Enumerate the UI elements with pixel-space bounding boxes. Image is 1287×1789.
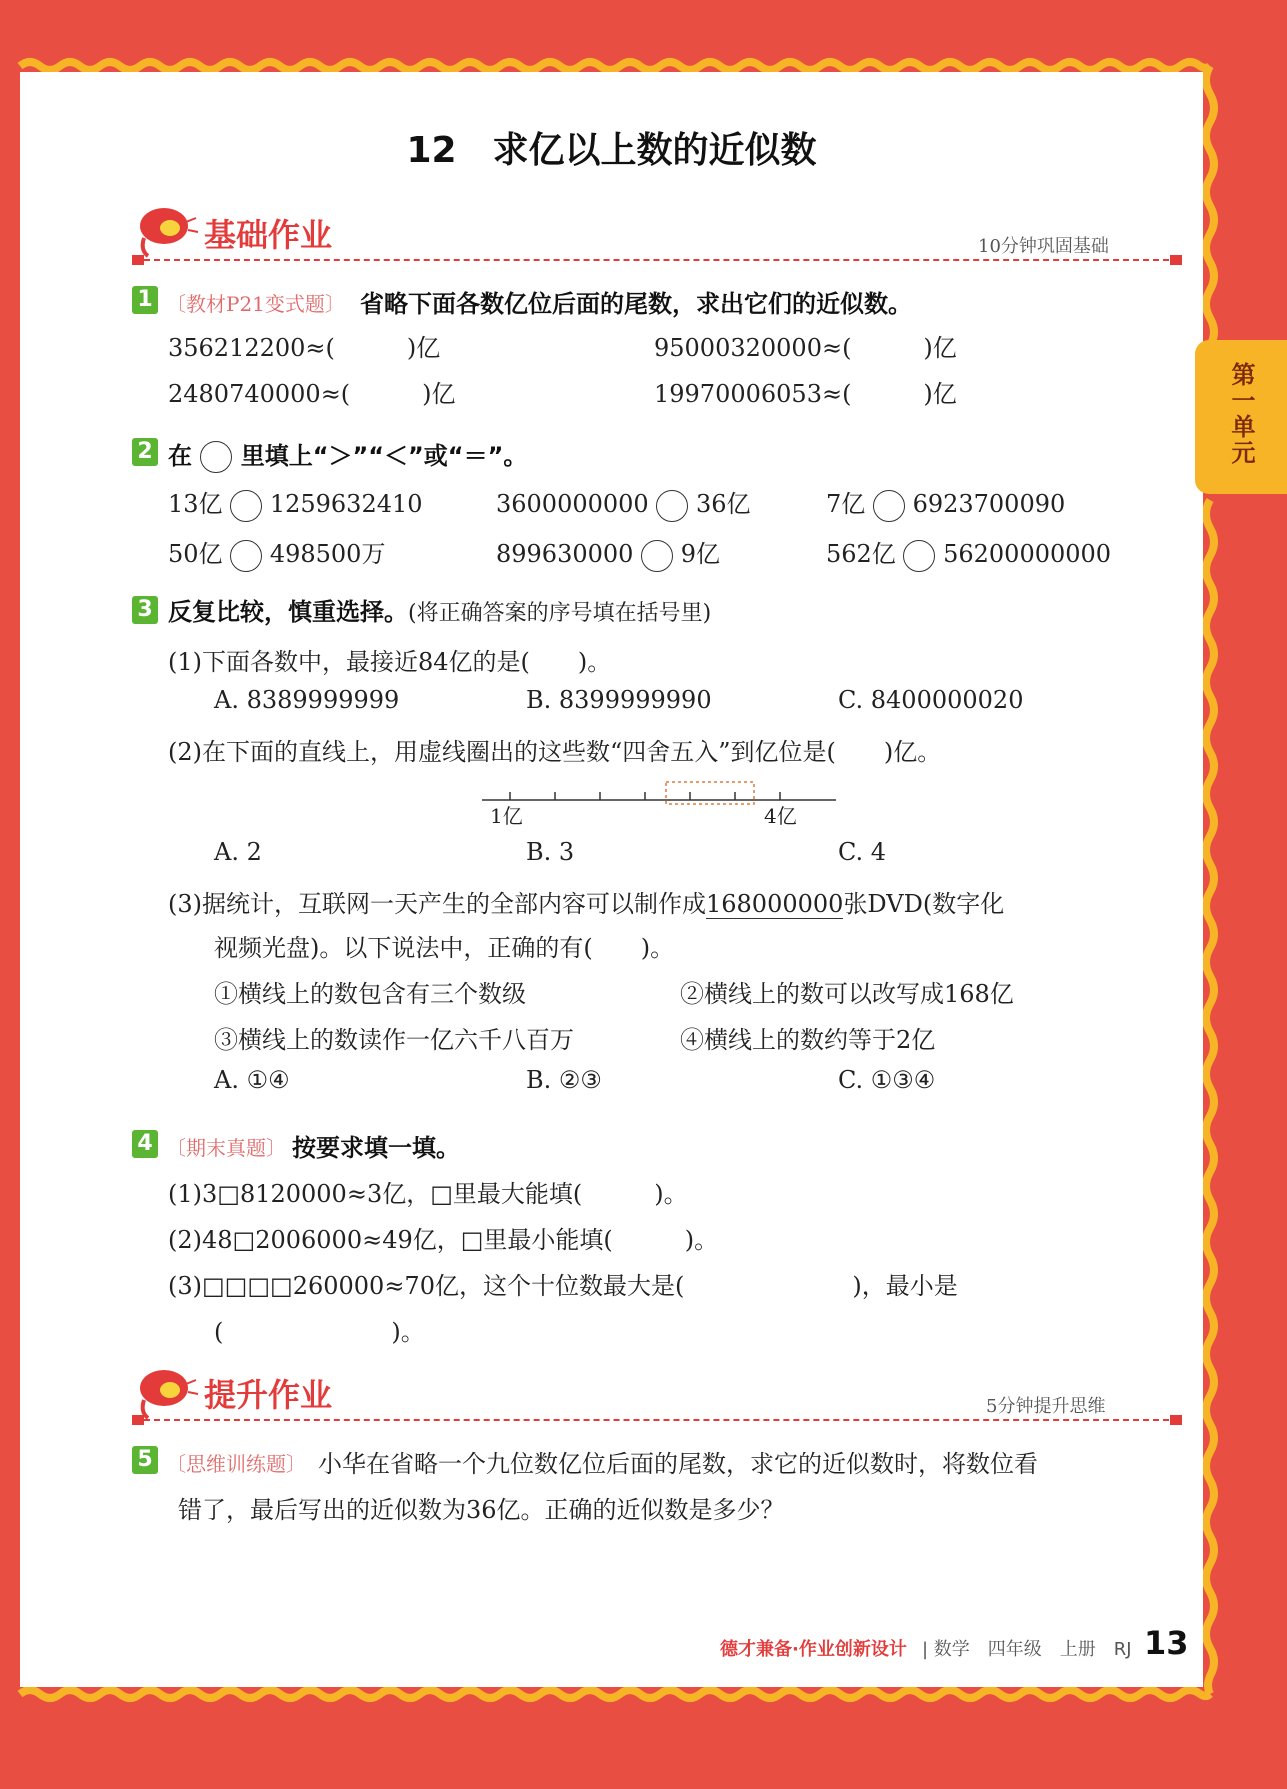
question-number: 4 bbox=[132, 1130, 158, 1158]
option: C. ①③④ bbox=[838, 1066, 936, 1094]
compare-circle bbox=[200, 441, 232, 473]
question-tag: 〔教材P21变式题〕 bbox=[166, 292, 345, 316]
option: C. 8400000020 bbox=[838, 686, 1024, 714]
number-line-label-right: 4亿 bbox=[764, 804, 797, 828]
footer-info: | 数学 四年级 上册 RJ bbox=[922, 1639, 1132, 1660]
compare-circle[interactable] bbox=[230, 540, 262, 572]
number-line-label-left: 1亿 bbox=[490, 804, 523, 828]
option: A. ①④ bbox=[214, 1066, 290, 1094]
divider-cap bbox=[1170, 255, 1182, 265]
option: B. 3 bbox=[526, 838, 575, 866]
lantern-icon bbox=[130, 1364, 200, 1422]
section-advanced-title: 提升作业 bbox=[204, 1376, 333, 1414]
compare-circle[interactable] bbox=[656, 490, 688, 522]
option: B. 8399999990 bbox=[526, 686, 712, 714]
statement: ②横线上的数可以改写成168亿 bbox=[680, 980, 1014, 1008]
compare-circle[interactable] bbox=[641, 540, 673, 572]
compare-row: 50亿 498500万 bbox=[168, 534, 385, 572]
q1-item: 2480740000≈( )亿 bbox=[168, 380, 456, 408]
unit-tab bbox=[1195, 340, 1287, 494]
compare-row: 7亿 6923700090 bbox=[826, 484, 1065, 522]
divider-cap bbox=[132, 1415, 144, 1425]
question-text: 小华在省略一个九位数亿位后面的尾数，求它的近似数时，将数位看 bbox=[318, 1450, 1038, 1478]
option: A. 8389999999 bbox=[214, 686, 400, 714]
compare-row: 3600000000 36亿 bbox=[496, 484, 751, 522]
footer-brand: 德才兼备·作业创新设计 bbox=[720, 1639, 907, 1660]
statement: ③横线上的数读作一亿六千八百万 bbox=[214, 1026, 574, 1054]
statement: ④横线上的数约等于2亿 bbox=[680, 1026, 936, 1054]
statement: ①横线上的数包含有三个数级 bbox=[214, 980, 526, 1008]
question-text: 反复比较，慎重选择。(将正确答案的序号填在括号里) bbox=[168, 598, 712, 626]
question-text: 省略下面各数亿位后面的尾数，求出它们的近似数。 bbox=[360, 290, 912, 318]
question-text: 按要求填一填。 bbox=[292, 1134, 460, 1162]
q1-item: 19970006053≈( )亿 bbox=[654, 380, 957, 408]
compare-circle[interactable] bbox=[903, 540, 935, 572]
page-title: 12 求亿以上数的近似数 bbox=[406, 130, 817, 171]
lantern-icon bbox=[130, 202, 200, 260]
section-divider bbox=[144, 1419, 1179, 1421]
page-number: 13 bbox=[1144, 1624, 1189, 1662]
section-advanced-subtitle: 5分钟提升思维 bbox=[986, 1396, 1106, 1417]
q3-part2: (2)在下面的直线上，用虚线圈出的这些数“四舍五入”到亿位是( )亿。 bbox=[168, 738, 942, 766]
q4-line: ( )。 bbox=[214, 1318, 425, 1346]
q4-line: (1)3□8120000≈3亿，□里最大能填( )。 bbox=[168, 1180, 688, 1208]
question-text: 在 里填上“＞”“＜”或“＝”。 bbox=[168, 436, 527, 473]
question-number: 2 bbox=[132, 438, 158, 466]
section-basic-subtitle: 10分钟巩固基础 bbox=[978, 236, 1109, 257]
compare-row: 899630000 9亿 bbox=[496, 534, 720, 572]
q3-part1: (1)下面各数中，最接近84亿的是( )。 bbox=[168, 648, 612, 676]
q1-item: 356212200≈( )亿 bbox=[168, 334, 441, 362]
question-text-cont: 错了，最后写出的近似数为36亿。正确的近似数是多少？ bbox=[178, 1496, 785, 1524]
q4-line: (3)□□□□260000≈70亿，这个十位数最大是( )，最小是 bbox=[168, 1272, 958, 1300]
question-number: 1 bbox=[132, 286, 158, 314]
option: A. 2 bbox=[214, 838, 262, 866]
q3-part3: (3)据统计，互联网一天产生的全部内容可以制作成168000000张DVD(数字化 bbox=[168, 890, 1005, 918]
unit-tab-label: 第一单元 bbox=[1227, 362, 1255, 466]
divider-cap bbox=[1170, 1415, 1182, 1425]
compare-row: 562亿 56200000000 bbox=[826, 534, 1111, 572]
compare-circle[interactable] bbox=[873, 490, 905, 522]
q4-line: (2)48□2006000≈49亿，□里最小能填( )。 bbox=[168, 1226, 719, 1254]
option: C. 4 bbox=[838, 838, 887, 866]
compare-circle[interactable] bbox=[230, 490, 262, 522]
q1-item: 95000320000≈( )亿 bbox=[654, 334, 957, 362]
question-number: 5 bbox=[132, 1446, 158, 1474]
divider-cap bbox=[132, 255, 144, 265]
option: B. ②③ bbox=[526, 1066, 602, 1094]
compare-row: 13亿 1259632410 bbox=[168, 484, 423, 522]
page-body bbox=[20, 72, 1203, 1687]
section-basic-title: 基础作业 bbox=[204, 216, 333, 254]
q3-part3-cont: 视频光盘)。以下说法中，正确的有( )。 bbox=[214, 934, 675, 962]
section-divider bbox=[144, 259, 1179, 261]
question-tag: 〔思维训练题〕 bbox=[166, 1452, 306, 1476]
question-number: 3 bbox=[132, 596, 158, 624]
underlined-number: 168000000 bbox=[706, 890, 844, 918]
question-tag: 〔期末真题〕 bbox=[166, 1136, 286, 1160]
